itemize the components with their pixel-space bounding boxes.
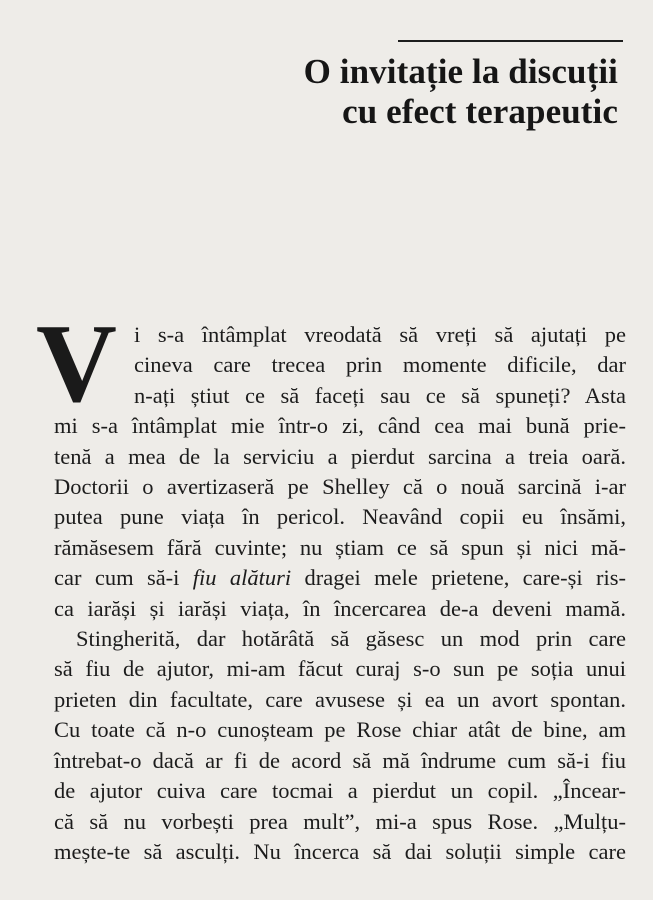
text-segment: car cum să-i bbox=[54, 565, 193, 591]
text-line: întrebat-o dacă ar fi de acord să mă îndrume cum să-i fiu bbox=[54, 747, 626, 773]
text-line: mi s-a întâmplat mie într-o zi, când cea mai bună prie- bbox=[54, 413, 626, 439]
text-line: Cu toate că n-o cunoșteam pe Rose chiar atât de bine, am bbox=[54, 717, 626, 743]
text-line: putea pune viața în pericol. Neavând copii eu însămi, bbox=[54, 504, 626, 530]
text-line: Stingherită, dar hotărâtă să găsesc un mod prin care bbox=[76, 626, 626, 652]
text-line: mește-te să asculți. Nu încerca să dai soluții simple care bbox=[54, 838, 626, 864]
text-line: Doctorii o avertizaseră pe Shelley că o nouă sarcină i-ar bbox=[54, 474, 626, 500]
text-line: cineva care trecea prin momente dificile, dar bbox=[134, 352, 626, 378]
text-line: de ajutor cuiva care tocmai a pierdut un copil. „Încear- bbox=[54, 778, 626, 804]
text-segment: dragei mele prietene, care-și ris- bbox=[291, 565, 626, 591]
body-text bbox=[36, 302, 626, 867]
chapter-title-line-1: O invitație la discuții bbox=[303, 52, 618, 91]
title-rule bbox=[398, 40, 623, 42]
chapter-title-line-2: cu efect terapeutic bbox=[342, 92, 618, 131]
text-line: prieten din facultate, care avusese și ea un avort spontan. bbox=[54, 686, 626, 712]
text-line bbox=[54, 563, 626, 593]
italic-phrase: fiu alături bbox=[192, 565, 292, 591]
paragraph-2 bbox=[54, 624, 626, 867]
text-line: rămăsesem fără cuvinte; nu știam ce să spun și nici mă- bbox=[54, 534, 626, 560]
text-line: că să nu vorbești prea mult”, mi-a spus Rose. „Mulțu- bbox=[54, 808, 626, 834]
chapter-title bbox=[304, 52, 618, 132]
text-line: să fiu de ajutor, mi-am făcut curaj s-o sun pe soția unui bbox=[54, 656, 626, 682]
text-line: ca iarăși și iarăși viața, în încercarea de-a deveni mamă. bbox=[54, 595, 626, 621]
paragraph-1 bbox=[36, 302, 626, 624]
text-line: n-ați știut ce să faceți sau ce să spuneți? Asta bbox=[134, 382, 626, 408]
drop-cap: V bbox=[36, 302, 117, 426]
text-line: tenă a mea de la serviciu a pierdut sarcina a treia oară. bbox=[54, 443, 626, 469]
text-line: i s-a întâmplat vreodată să vreți să ajutați pe bbox=[134, 322, 626, 347]
